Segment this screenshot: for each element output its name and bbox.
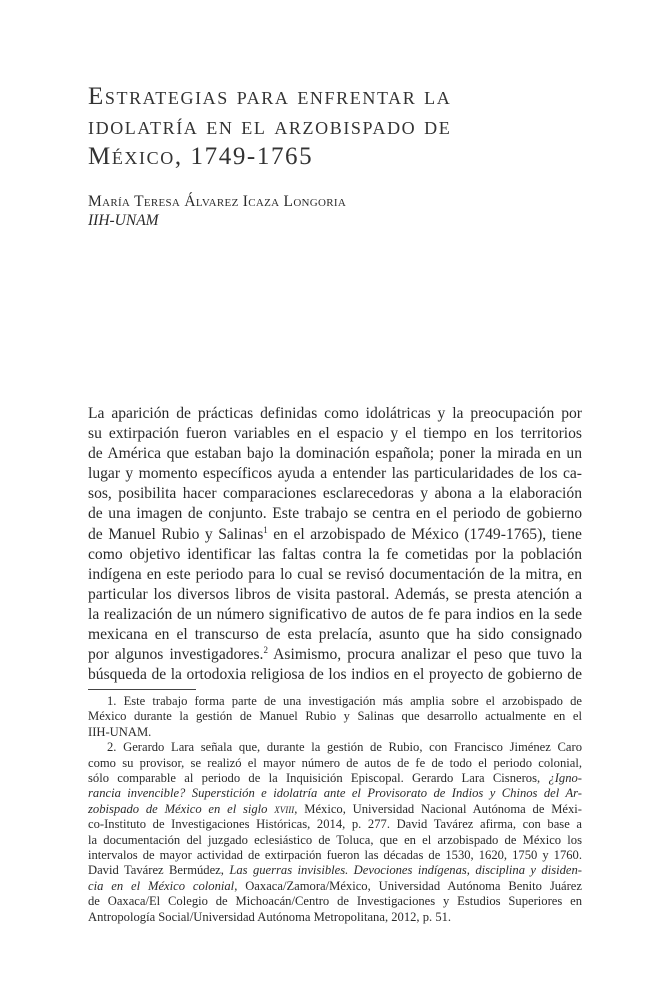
abstract-line: de una imagen de conjunto. Este trabajo se centra en el periodo de gobierno	[88, 505, 582, 523]
abstract-line: particular los diversos libros de visita pastoral. Además, se presta atención a	[88, 585, 582, 603]
abstract-line: indígena en este periodo para lo cual se revisó documentación de la mitra, en	[88, 565, 582, 583]
footnote-ref-1[interactable]: 1	[263, 524, 268, 535]
footnote-text: , México, Universidad Nacional Autónoma de Méxi-	[294, 801, 582, 816]
abstract-text: por algunos investigadores.	[88, 646, 264, 664]
footnote-2-line	[88, 771, 582, 786]
abstract-text: de Manuel Rubio y Salinas	[88, 525, 264, 543]
abstract-line: como objetivo identificar las faltas contra la fe cometidas por la población	[88, 545, 582, 563]
footnote-divider	[88, 689, 196, 690]
footnote-italic-text: ¿Igno-	[548, 771, 582, 786]
footnote-ref-2[interactable]: 2	[263, 644, 268, 655]
author-affiliation: IIH-UNAM	[88, 212, 159, 229]
footnote-italic-text: rancia invencible? Superstición e idolatría ante el Provisorato de Indios y Chinos del Ar-	[88, 786, 582, 801]
footnote-italic-text: zobispado de México en el siglo	[88, 801, 275, 816]
footnote-1-line: IIH-UNAM.	[88, 724, 152, 739]
abstract-paragraph	[88, 404, 582, 685]
footnote-text: David Tavárez Bermúdez,	[88, 863, 230, 878]
footnote-2-line: 2. Gerardo Lara señala que, durante la gestión de Rubio, con Francisco Jiménez Caro	[107, 740, 582, 755]
abstract-line: La aparición de prácticas definidas como idolátricas y la preocupación por	[88, 405, 582, 422]
abstract-line	[88, 645, 582, 665]
footnote-2-line: de Oaxaca/El Colegio de Michoacán/Centro de Investigaciones y Estudios Superiores en	[88, 894, 582, 909]
footnote-2-line	[88, 802, 582, 817]
footnote-text: , Oaxaca/Zamora/México, Universidad Autónoma Benito Juárez	[234, 878, 582, 893]
abstract-line: mexicana en el transcurso de esta prelacía, asunto que ha sido consignado	[88, 626, 582, 644]
abstract-line: lugar y momento específicos ayuda a entender las particularidades de los ca-	[88, 465, 582, 483]
footnote-italic-text: Las guerras invisibles. Devociones indígenas, disciplina y disiden-	[229, 863, 582, 878]
abstract-line: sos, posibilita hacer comparaciones esclarecedoras y abona a la elaboración	[88, 485, 582, 503]
article-title	[88, 82, 568, 172]
footnote-2-line: co-Instituto de Investigaciones Históricas, 2014, p. 277. David Tavárez afirma, con base a	[88, 817, 582, 832]
footnote-italic-text: cia en el México colonial	[88, 878, 235, 893]
abstract-text: Asimismo, procura analizar el peso que tuvo la	[267, 646, 582, 664]
title-line-3: México, 1749-1765	[88, 143, 314, 170]
abstract-text: en el arzobispado de México (1749-1765), tiene	[267, 525, 582, 543]
abstract-line: búsqueda de la ortodoxia religiosa de los indios en el proyecto de gobierno de	[88, 666, 582, 684]
footnote-2-line: la documentación del juzgado eclesiástico de Toluca, que en el arzobispado de México los	[88, 832, 582, 847]
footnote-2-line	[88, 863, 582, 878]
footnote-2-line	[88, 879, 582, 894]
title-line-2: idolatría en el arzobispado de	[88, 113, 452, 140]
footnote-1-line: México durante la gestión de Manuel Rubio y Salinas que desarrollo actualmente en el	[88, 709, 582, 724]
title-line-1: Estrategias para enfrentar la	[88, 83, 452, 110]
footnote-1-line: 1. Este trabajo forma parte de una investigación más amplia sobre el arzobispado de	[107, 694, 582, 708]
footnote-2-line: como su provisor, se realizó el mayor número de autos de fe de todo el periodo colonial,	[88, 755, 582, 770]
footnote-2-line	[88, 786, 582, 801]
abstract-line	[88, 525, 582, 545]
footnote-2-line: intervalos de mayor actividad de extirpación fueron las décadas de 1530, 1620, 1750 y 1760.	[88, 848, 582, 863]
footnote-smallcaps-text: xviii	[274, 801, 295, 816]
author-name: María Teresa Álvarez Icaza Longoria	[88, 193, 347, 210]
abstract-line: la realización de un número significativo de autos de fe para indios en la sede	[88, 605, 582, 623]
footnote-2-line: Antropología Social/Universidad Autónoma Metropolitana, 2012, p. 51.	[88, 909, 452, 924]
abstract-line: su extirpación fueron variables en el espacio y el tiempo en los territorios	[88, 425, 582, 443]
abstract-line: de América que estaban bajo la dominación española; poner la mirada en un	[88, 445, 582, 463]
footnote-text: sólo comparable al periodo de la Inquisición Episcopal. Gerardo Lara Cisneros,	[88, 771, 549, 786]
author-block	[88, 192, 568, 230]
footnotes	[88, 694, 582, 925]
